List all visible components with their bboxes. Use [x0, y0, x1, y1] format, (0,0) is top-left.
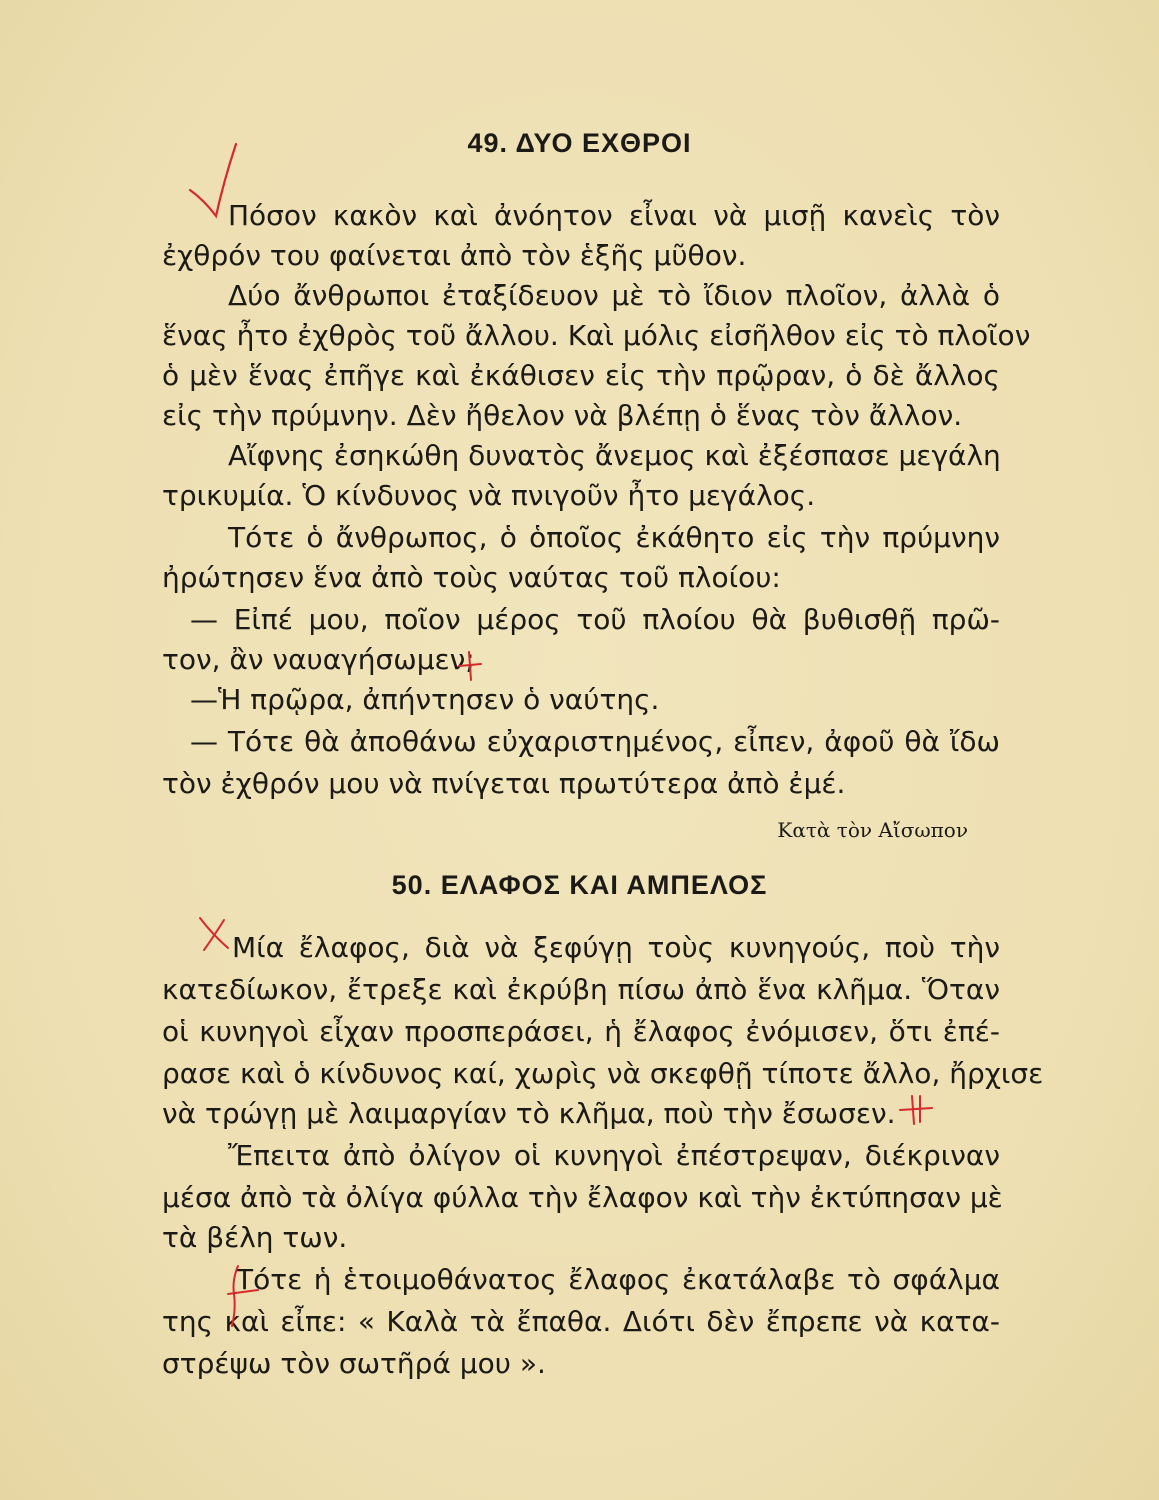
story-49-attribution: Κατὰ τὸν Αἴσωπον	[777, 818, 968, 842]
story-49-title: 49. ΔΥΟ ΕΧΘΡΟΙ	[467, 128, 692, 158]
story-50-line-10: της καὶ εἶπε: « Καλὰ τὰ ἔπαθα. Διότι δὲν ἔπρεπε νὰ κατα-	[162, 1305, 1000, 1338]
story-49-line-15: τὸν ἐχθρόν μου νὰ πνίγεται πρωτύτερα ἀπὸ ἐμέ.	[162, 767, 846, 800]
story-50-line-6: Ἔπειτα ἀπὸ ὀλίγον οἱ κυνηγοὶ ἐπέστρεψαν, διέκριναν	[228, 1139, 1000, 1172]
story-49-line-3: Δύο ἄνθρωποι ἐταξίδευον μὲ τὸ ἴδιον πλοῖον, ἀλλὰ ὁ	[228, 279, 1000, 312]
story-50-line-3: οἱ κυνηγοὶ εἶχαν προσπεράσει, ἡ ἔλαφος ἐνόμισεν, ὅτι ἐπέ-	[162, 1015, 1000, 1048]
story-49-line-4: ἕνας ἦτο ἐχθρὸς τοῦ ἄλλου. Καὶ μόλις εἰσῆλθον εἰς τὸ πλοῖον	[162, 319, 1031, 352]
story-50-line-1: Μία ἔλαφος, διὰ νὰ ξεφύγῃ τοὺς κυνηγούς, ποὺ τὴν	[232, 931, 1000, 964]
story-49-line-11: — Εἰπέ μου, ποῖον μέρος τοῦ πλοίου θὰ βυθισθῇ πρῶ-	[190, 603, 1000, 636]
red-double-cross-icon	[898, 1092, 934, 1128]
red-x-mark-icon	[196, 914, 232, 954]
story-49-line-1: Πόσον κακὸν καὶ ἀνόητον εἶναι νὰ μισῇ κανεὶς τὸν	[228, 199, 1000, 232]
story-50-line-7: μέσα ἀπὸ τὰ ὀλίγα φύλλα τὴν ἔλαφον καὶ τὴν ἐκτύπησαν μὲ	[162, 1181, 1003, 1214]
story-50-line-8: τὰ βέλη των.	[162, 1221, 348, 1254]
story-50-line-2: κατεδίωκον, ἔτρεξε καὶ ἐκρύβη πίσω ἀπὸ ἕνα κλῆμα. Ὅταν	[162, 973, 1000, 1006]
story-49-line-14: — Τότε θὰ ἀποθάνω εὐχαριστημένος, εἶπεν, ἀφοῦ θὰ ἴδω	[190, 725, 1000, 758]
story-49-line-6: εἰς τὴν πρύμνην. Δὲν ἤθελον νὰ βλέπῃ ὁ ἕνας τὸν ἄλλον.	[162, 399, 963, 432]
red-cross-mark-icon	[455, 648, 485, 682]
story-49-line-2: ἐχθρόν του φαίνεται ἀπὸ τὸν ἑξῆς μῦθον.	[162, 239, 747, 272]
story-50-line-5: νὰ τρώγῃ μὲ λαιμαργίαν τὸ κλῆμα, ποὺ τὴν ἔσωσεν.	[162, 1097, 896, 1130]
red-paragraph-mark-icon	[222, 1260, 262, 1332]
story-50-title: 50. ΕΛΑΦΟΣ ΚΑΙ ΑΜΠΕΛΟΣ	[391, 870, 768, 900]
story-49-line-10: ἠρώτησεν ἕνα ἀπὸ τοὺς ναύτας τοῦ πλοίου:	[162, 561, 781, 594]
story-49-line-9: Τότε ὁ ἄνθρωπος, ὁ ὁποῖος ἐκάθητο εἰς τὴν πρύμνην	[228, 521, 1000, 554]
story-49-line-5: ὁ μὲν ἕνας ἐπῆγε καὶ ἐκάθισεν εἰς τὴν πρῷραν, ὁ δὲ ἄλλος	[162, 359, 1000, 392]
story-50-line-9: Τότε ἡ ἑτοιμοθάνατος ἔλαφος ἐκατάλαβε τὸ σφάλμα	[236, 1263, 1000, 1296]
story-49-line-7: Αἴφνης ἐσηκώθη δυνατὸς ἄνεμος καὶ ἐξέσπασε μεγάλη	[228, 439, 1001, 472]
story-50-line-4: ρασε καὶ ὁ κίνδυνος καί, χωρὶς νὰ σκεφθῇ τίποτε ἄλλο, ἤρχισε	[162, 1057, 1044, 1090]
story-49-line-13: —Ἡ πρῷρα, ἀπήντησεν ὁ ναύτης.	[190, 683, 660, 716]
story-49-line-8: τρικυμία. Ὁ κίνδυνος νὰ πνιγοῦν ἦτο μεγάλος.	[162, 479, 816, 512]
red-checkmark-icon	[186, 140, 246, 220]
story-49-line-12: τον, ἂν ναυαγήσωμεν;	[162, 643, 475, 676]
story-50-line-11: στρέψω τὸν σωτῆρά μου ».	[162, 1347, 546, 1380]
